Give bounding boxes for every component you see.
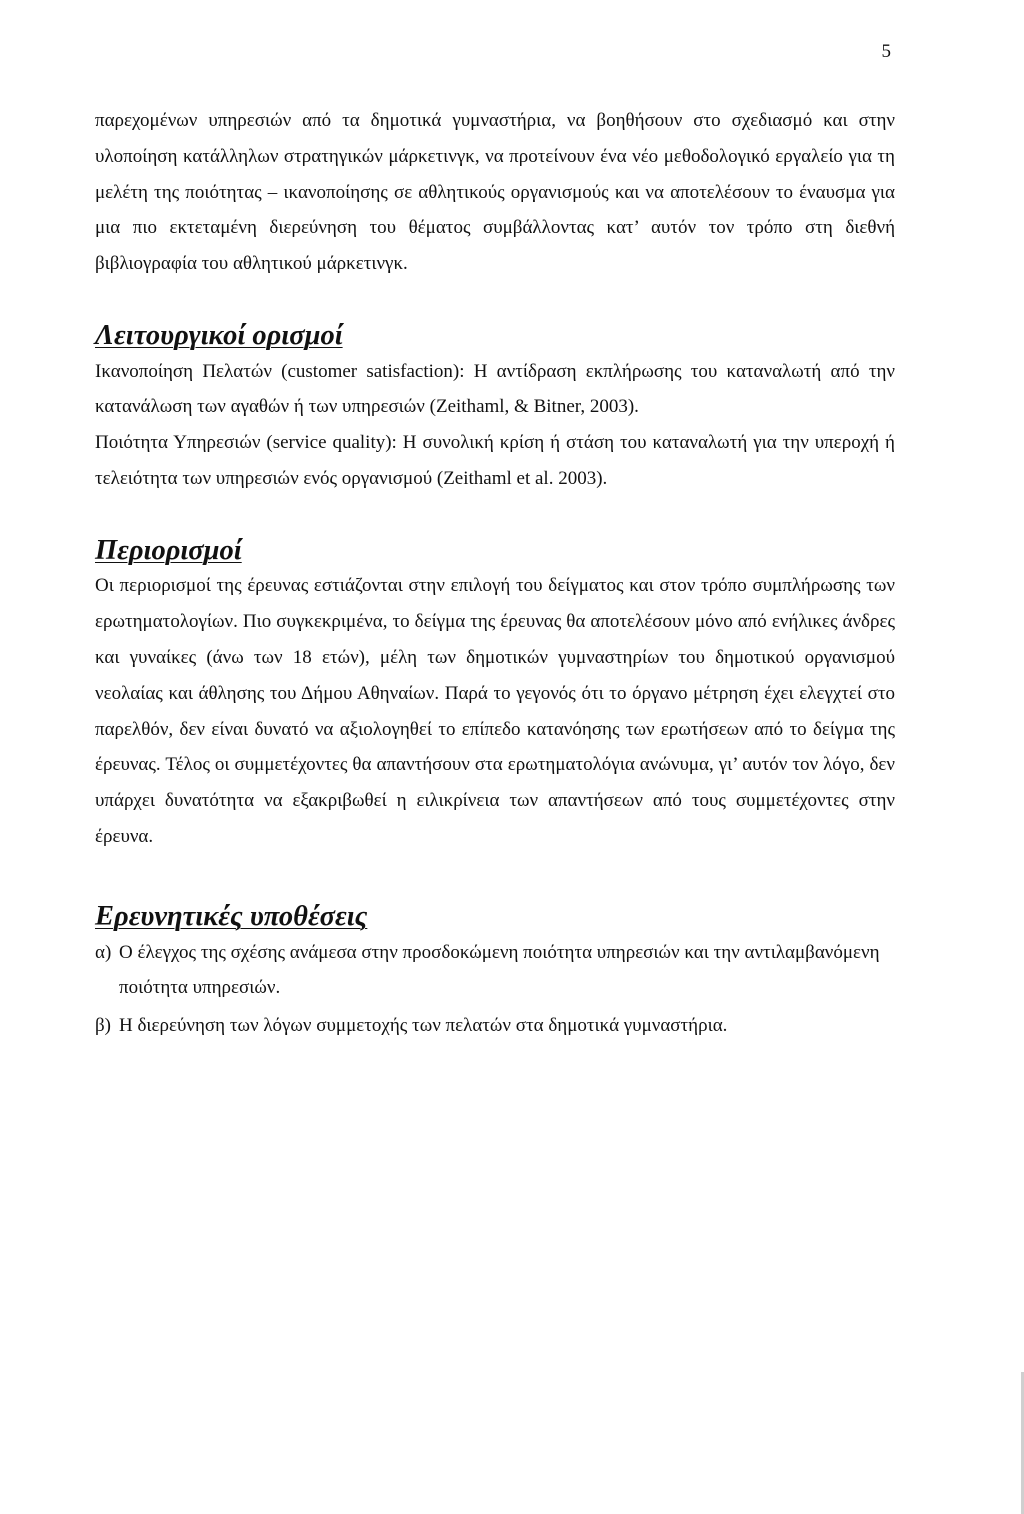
hypotheses-section xyxy=(95,899,895,1044)
list-marker: β) xyxy=(95,1015,111,1037)
document-body xyxy=(95,103,895,1046)
list-item xyxy=(95,935,895,1007)
section-spacer xyxy=(95,282,895,318)
section-spacer xyxy=(95,855,895,899)
limitations-paragraph: Οι περιορισμοί της έρευνας εστιάζονται στην επιλογή του δείγματος και στον τρόπο συμπλήρωσης των ερωτηματολογίων. Πιο συγκεκριμένα, το δείγμα της έρευνας θα αποτελέσουν μόνο από ενήλικες άνδρες και γυναίκες (άνω των 18 ετών), μέλη των δημοτικών γυμναστηρίων του δημοτικού οργανισμού νεολαίας και άθλησης του Δήμου Αθηναίων. Παρά το γεγονός ότι το όργανο μέτρηση έχει ελεγχτεί στο παρελθόν, δεν είναι δυνατό να αξιολογηθεί το επίπεδο κατανόησης των ερωτήσεων από το δείγμα της έρευνας. Τέλος οι συμμετέχοντες θα απαντήσουν στα ερωτηματολόγια ανώνυμα, γι’ αυτόν τον λόγο, δεν υπάρχει δυνατότητα να εξακριβωθεί η ειλικρίνεια των απαντήσεων από τους συμμετέχοντες στην έρευνα. xyxy=(95,575,895,847)
hypothesis-b-text: Η διερεύνηση των λόγων συμμετοχής των πελατών στα δημοτικά γυμναστήρια. xyxy=(119,1015,728,1037)
limitations-section xyxy=(95,533,895,855)
list-item xyxy=(95,1008,895,1044)
hypotheses-list xyxy=(95,935,895,1044)
definition-service-quality: Ποιότητα Υπηρεσιών (service quality): Η συνολική κρίση ή στάση του καταναλωτή για την υπεροχή ή τελειότητα των υπηρεσιών ενός οργανισμού (Zeithaml et al. 2003). xyxy=(95,432,895,489)
page-number: 5 xyxy=(881,41,891,62)
list-marker: α) xyxy=(95,941,112,963)
hypothesis-a-text: Ο έλεγχος της σχέσης ανάμεσα στην προσδοκώμενη ποιότητα υπηρεσιών και την αντιλαμβανόμενη ποιότητα υπηρεσιών. xyxy=(119,941,880,999)
intro-paragraph: παρεχομένων υπηρεσιών από τα δημοτικά γυμναστήρια, να βοηθήσουν στο σχεδιασμό και στην υλοποίηση κατάλληλων στρατηγικών μάρκετινγκ, να προτείνουν ένα νέο μεθοδολογικό εργαλείο για τη μελέτη της ποιότητας – ικανοποίησης σε αθλητικούς οργανισμούς και να αποτελέσουν το έναυσμα για μια πιο εκτεταμένη διερεύνηση του θέματος συμβάλλοντας κατ’ αυτόν τον τρόπο στη διεθνή βιβλιογραφία του αθλητικού μάρκετινγκ. xyxy=(95,110,895,275)
definitions-heading: Λειτουργικοί ορισμοί xyxy=(95,319,343,351)
definitions-section xyxy=(95,318,895,497)
limitations-heading: Περιορισμοί xyxy=(95,534,242,566)
hypotheses-heading: Ερευνητικές υποθέσεις xyxy=(95,900,368,932)
section-spacer xyxy=(95,497,895,533)
definition-customer-satisfaction: Ικανοποίηση Πελατών (customer satisfaction): Η αντίδραση εκπλήρωσης του καταναλωτή από την κατανάλωση των αγαθών ή των υπηρεσιών (Zeithaml, & Bitner, 2003). xyxy=(95,360,895,418)
